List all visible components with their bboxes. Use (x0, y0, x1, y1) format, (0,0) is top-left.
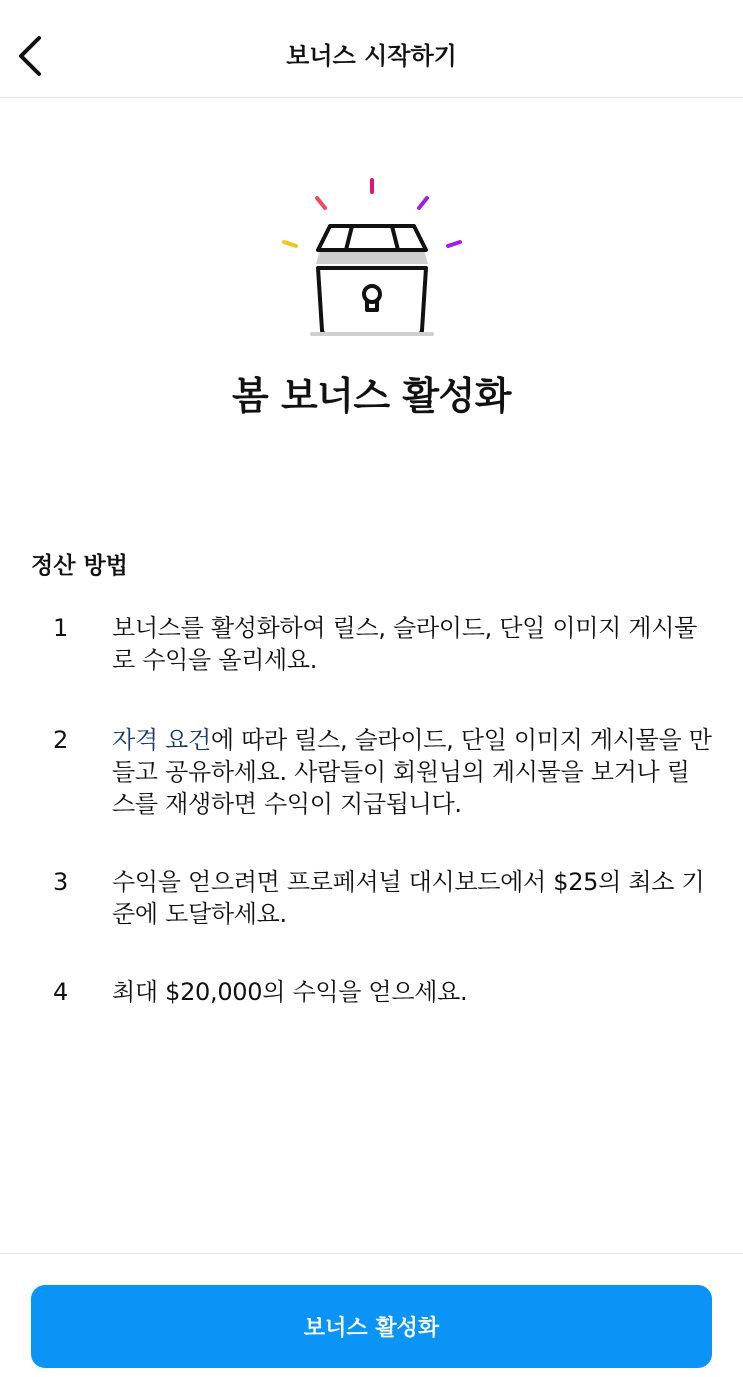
step-text: 최대 $20,000의 수익을 얻으세요. (112, 978, 468, 1006)
page-title: 보너스 시작하기 (286, 42, 457, 70)
hero-title: 봄 보너스 활성화 (232, 374, 511, 418)
step-text (112, 724, 712, 820)
top-bar (0, 0, 743, 98)
step-number: 4 (53, 978, 69, 1006)
activate-bonus-button[interactable]: 보너스 활성화 (31, 1285, 712, 1368)
treasure-chest-lock-icon (276, 174, 468, 340)
step-number: 1 (53, 614, 69, 642)
section-title: 정산 방법 (31, 553, 128, 579)
step-number: 2 (53, 726, 69, 754)
footer-divider (0, 1253, 743, 1254)
eligibility-link[interactable]: 자격 요건 (112, 726, 211, 754)
step-number: 3 (53, 868, 69, 896)
step-text-body: 에 따라 릴스, 슬라이드, 단일 이미지 게시물을 만들고 공유하세요. 사람들이 회원님의 게시물을 보거나 릴스를 재생하면 수익이 지급됩니다. (112, 726, 712, 818)
step-text: 수익을 얻으려면 프로페셔널 대시보드에서 $25의 최소 기준에 도달하세요. (112, 868, 705, 928)
step-text: 보너스를 활성화하여 릴스, 슬라이드, 단일 이미지 게시물로 수익을 올리세요. (112, 614, 697, 674)
